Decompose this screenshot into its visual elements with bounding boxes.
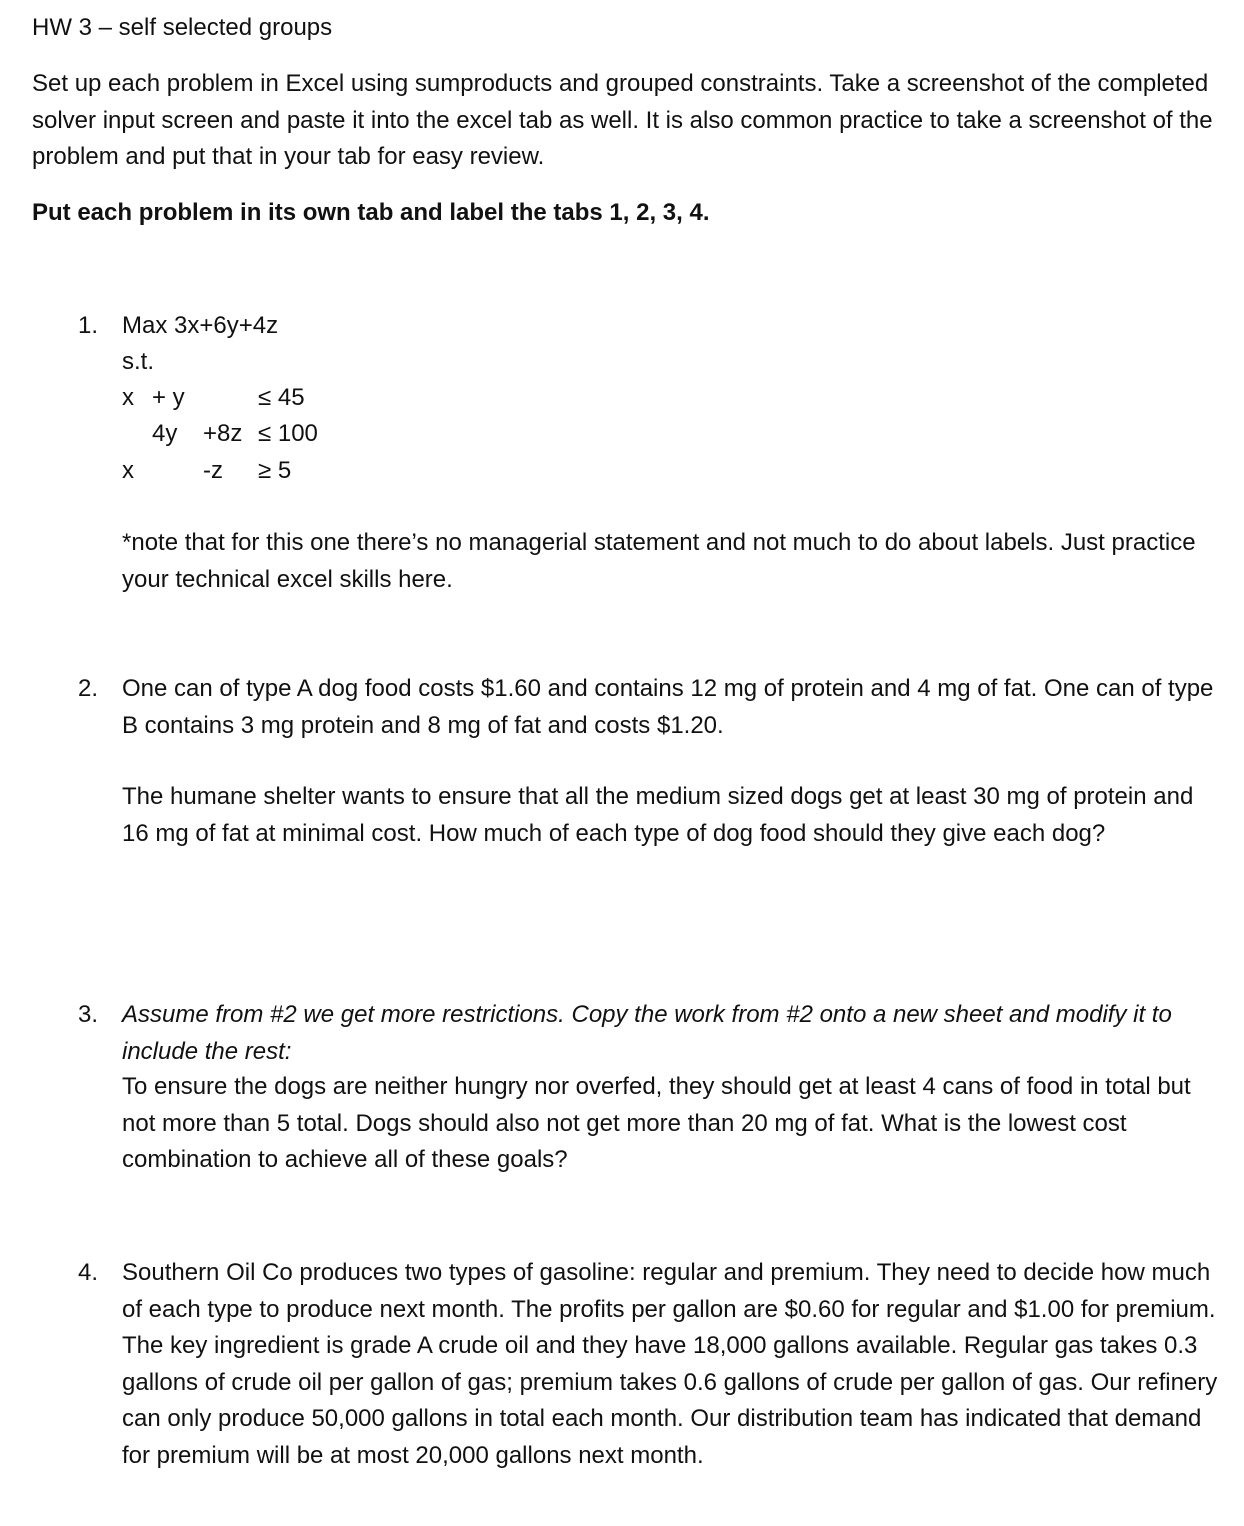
problem-1-number: 1. <box>78 312 99 339</box>
constraint-2-y: 4y <box>152 420 178 447</box>
constraint-3-x: x <box>122 457 134 484</box>
instruction-bold: Put each problem in its own tab and label the tabs 1, 2, 3, 4. <box>32 199 710 226</box>
constraint-2-z: +8z <box>203 420 243 447</box>
intro-paragraph: Set up each problem in Excel using sumproducts and grouped constraints. Take a screenshot of the completed solver input screen and paste it into the excel tab as well. It is also common practice to take a screenshot of the problem and put that in your tab for easy review. <box>32 70 1213 170</box>
problem-2-number: 2. <box>78 675 99 702</box>
problem-1-subject-to: s.t. <box>122 348 155 375</box>
page-title: HW 3 – self selected groups <box>32 14 333 41</box>
problem-4-paragraph: Southern Oil Co produces two types of gasoline: regular and premium. They need to decide how much of each type to produce next month. The profits per gallon are $0.60 for regular and $1.00 for premium. The key ingredient is grade A crude oil and they have 18,000 gallons available. Regular gas takes 0.3 gallons of crude oil per gallon of gas; premium takes 0.6 gallons of crude per gallon of gas. Our refinery can only produce 50,000 gallons in total each month. Our distribution team has indicated that demand for premium will be at most 20,000 gallons next month. <box>122 1259 1218 1469</box>
problem-3-number: 3. <box>78 1001 99 1028</box>
problem-2-paragraph-2: The humane shelter wants to ensure that all the medium sized dogs get at least 30 mg of protein and 16 mg of fat at minimal cost. How much of each type of dog food should they give each dog? <box>122 783 1194 847</box>
problem-3-paragraph: To ensure the dogs are neither hungry nor overfed, they should get at least 4 cans of food in total but not more than 5 total. Dogs should also not get more than 20 mg of fat. What is the lowest cost combination to achieve all of these goals? <box>122 1073 1191 1173</box>
constraint-1-x: x <box>122 384 134 411</box>
problem-3-italic-intro: Assume from #2 we get more restrictions. Copy the work from #2 onto a new sheet and modify it to include the rest: <box>122 1001 1172 1065</box>
problem-2-paragraph-1: One can of type A dog food costs $1.60 and contains 12 mg of protein and 4 mg of fat. One can of type B contains 3 mg protein and 8 mg of fat and costs $1.20. <box>122 675 1214 739</box>
constraint-1-rel: ≤ 45 <box>258 384 305 411</box>
problem-4-number: 4. <box>78 1259 99 1286</box>
constraint-1-y: + y <box>152 384 185 411</box>
constraint-3-z: -z <box>203 457 223 484</box>
problem-1-note: *note that for this one there’s no managerial statement and not much to do about labels. Just practice your technical excel skills here. <box>122 529 1196 593</box>
problem-1-objective: Max 3x+6y+4z <box>122 312 279 339</box>
constraint-3-rel: ≥ 5 <box>258 457 292 484</box>
constraint-2-rel: ≤ 100 <box>258 420 318 447</box>
